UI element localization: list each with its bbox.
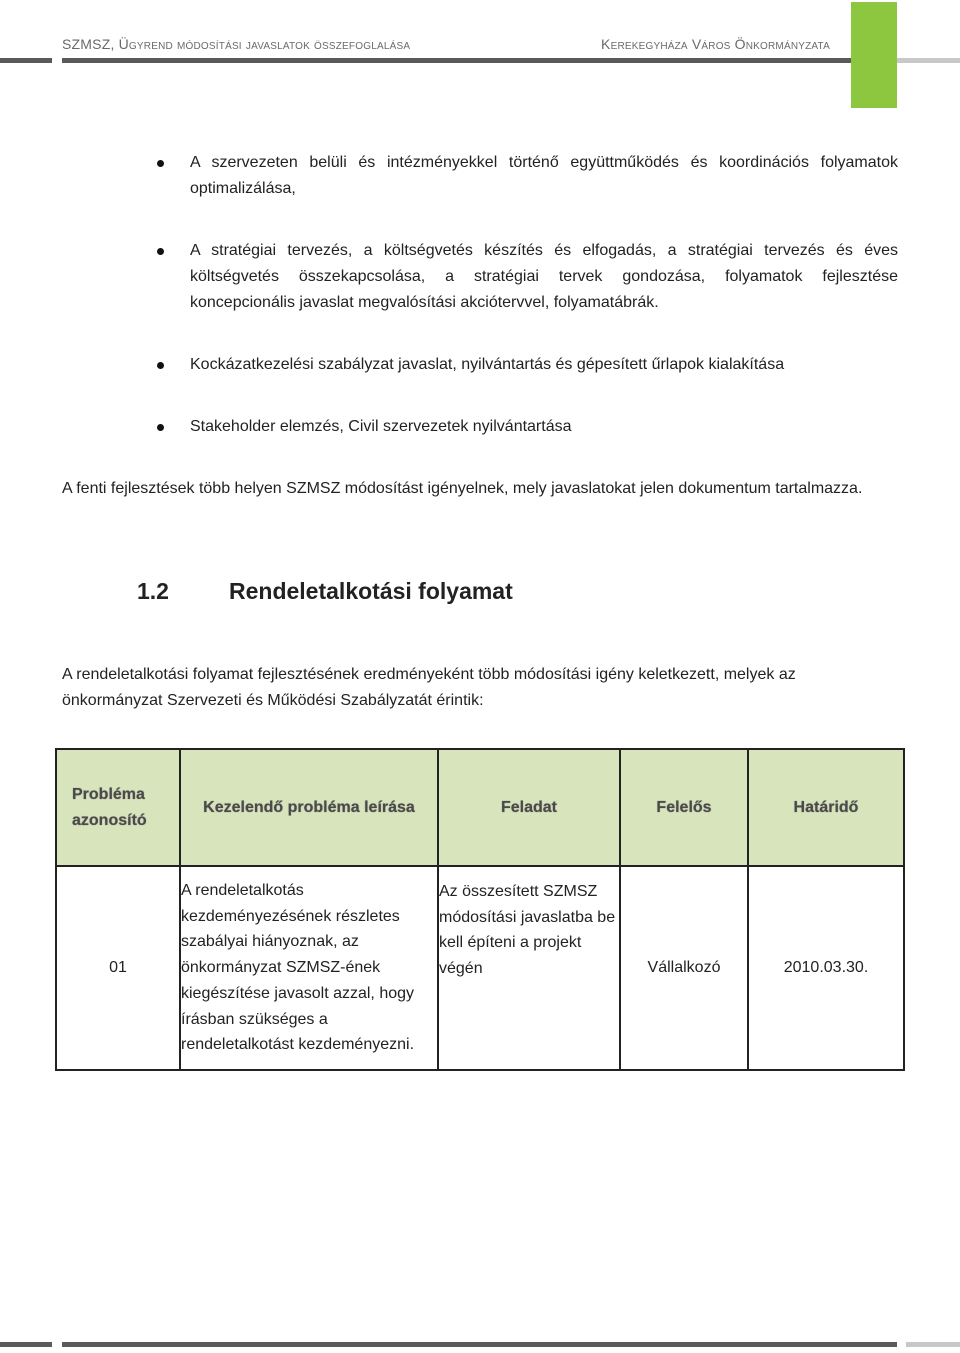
header-accent-tab	[851, 2, 897, 108]
footer-rule-main	[62, 1342, 897, 1347]
col-header-deadline: Határidő	[748, 749, 904, 866]
footer-rule-left	[0, 1342, 52, 1347]
cell-responsible: Vállalkozó	[620, 866, 748, 1070]
col-header-responsible: Felelős	[620, 749, 748, 866]
header-left-title: SZMSZ, Ügyrend módosítási javaslatok összefoglalása	[62, 36, 411, 52]
table-row	[56, 866, 904, 1070]
section-number: 1.2	[137, 578, 169, 604]
bullet-item: Kockázatkezelési szabályzat javaslat, nyilvántartás és gépesített űrlapok kialakítása	[62, 352, 898, 378]
bullet-item: A stratégiai tervezés, a költségvetés készítés és elfogadás, a stratégiai tervezés és éves költségvetés összekapcsolása, a stratégiai tervek gondozása, folyamatok fejlesztése koncepcionális javaslat megvalósítási akciótervvel, folyamatábrák.	[62, 238, 898, 316]
section-title: Rendeletalkotási folyamat	[229, 578, 513, 604]
bullet-item: A szervezeten belüli és intézményekkel történő együttműködés és koordinációs folyamatok optimalizálása,	[62, 150, 898, 202]
cell-deadline: 2010.03.30.	[748, 866, 904, 1070]
col-header-id: Probléma azonosító	[56, 749, 180, 866]
paragraph-intro: A fenti fejlesztések több helyen SZMSZ módosítást igényelnek, mely javaslatokat jelen dokumentum tartalmazza.	[62, 480, 863, 497]
bullet-item: Stakeholder elemzés, Civil szervezetek nyilvántartása	[62, 414, 898, 440]
header-right-title: Kerekegyháza Város Önkormányzata	[601, 36, 830, 52]
paragraph-section: A rendeletalkotási folyamat fejlesztésének eredményeként több módosítási igény keletkezett, melyek az önkormányzat Szervezeti és Működési Szabályzatát érintik:	[62, 666, 796, 709]
bullet-list-section	[62, 150, 898, 502]
modification-table	[55, 748, 905, 1071]
col-header-task: Feladat	[438, 749, 620, 866]
cell-description: A rendeletalkotás kezdeményezésének részletes szabályai hiányoznak, az önkormányzat SZMSZ-ének kiegészítése javasolt azzal, hogy írásban szükséges a rendeletalkotást kezdeményezni.	[180, 866, 438, 1070]
table-header-row	[56, 749, 904, 866]
col-header-description: Kezelendő probléma leírása	[180, 749, 438, 866]
header-rule-left	[0, 58, 52, 63]
cell-task: Az összesített SZMSZ módosítási javaslatba be kell építeni a projekt végén	[438, 866, 620, 1070]
header-rule-right	[897, 58, 960, 63]
header-rule-main	[62, 58, 851, 63]
section-heading	[137, 578, 513, 605]
footer-rule-right	[906, 1342, 960, 1347]
cell-id: 01	[56, 866, 180, 1070]
